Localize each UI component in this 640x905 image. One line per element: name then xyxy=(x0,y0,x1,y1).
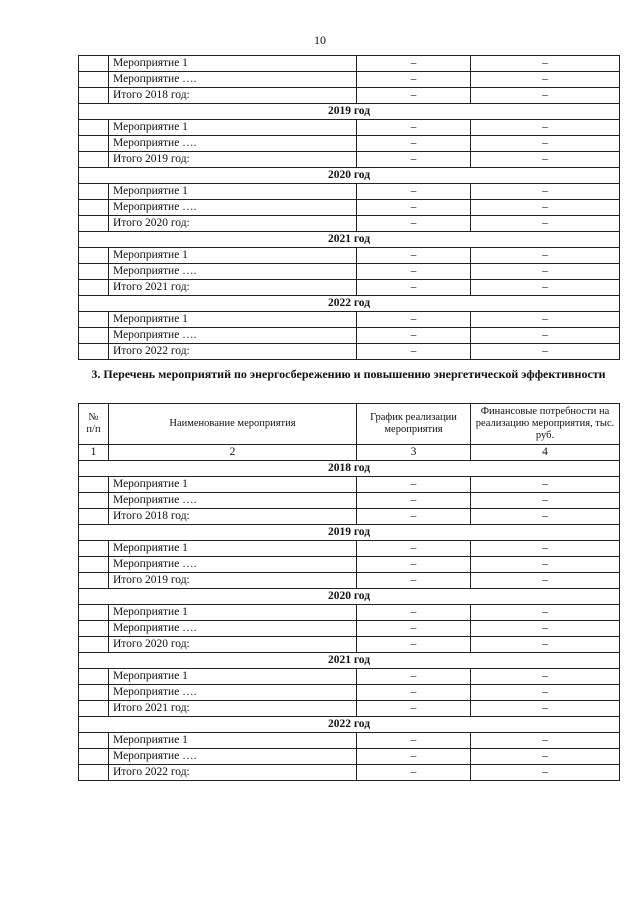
table-row xyxy=(79,749,620,765)
schedule-cell: – xyxy=(357,509,471,525)
measure-name: Мероприятие …. xyxy=(109,685,357,701)
measure-name: Мероприятие …. xyxy=(109,72,357,88)
table-row xyxy=(79,248,620,264)
num-cell xyxy=(79,264,109,280)
finance-cell: – xyxy=(471,280,620,296)
finance-cell: – xyxy=(471,88,620,104)
finance-cell: – xyxy=(471,573,620,589)
measure-name: Мероприятие …. xyxy=(109,328,357,344)
year-row xyxy=(79,232,620,248)
num-cell xyxy=(79,605,109,621)
section-title: 3. Перечень мероприятий по энергосбережению и повышению энергетической эффективности xyxy=(91,367,606,381)
total-label: Итого 2022 год: xyxy=(109,344,357,360)
measures-table-header xyxy=(79,404,620,461)
total-label: Итого 2018 год: xyxy=(109,509,357,525)
schedule-cell: – xyxy=(357,328,471,344)
num-cell xyxy=(79,621,109,637)
finance-cell: – xyxy=(471,733,620,749)
num-cell xyxy=(79,248,109,264)
finance-cell: – xyxy=(471,477,620,493)
year-row xyxy=(79,717,620,733)
num-cell xyxy=(79,509,109,525)
total-label: Итого 2018 год: xyxy=(109,88,357,104)
finance-cell: – xyxy=(471,685,620,701)
measure-name: Мероприятие 1 xyxy=(109,477,357,493)
num-cell xyxy=(79,344,109,360)
finance-cell: – xyxy=(471,120,620,136)
measure-name: Мероприятие 1 xyxy=(109,56,357,72)
page-number: 10 xyxy=(314,33,326,47)
num-cell xyxy=(79,88,109,104)
num-cell xyxy=(79,701,109,717)
total-row xyxy=(79,765,620,781)
table-row xyxy=(79,136,620,152)
schedule-cell: – xyxy=(357,72,471,88)
measures-table-body xyxy=(79,461,620,781)
table-row xyxy=(79,56,620,72)
header-name: Наименование мероприятия xyxy=(109,404,357,445)
num-cell xyxy=(79,72,109,88)
total-row xyxy=(79,88,620,104)
total-row xyxy=(79,701,620,717)
schedule-cell: – xyxy=(357,120,471,136)
schedule-cell: – xyxy=(357,216,471,232)
total-label: Итого 2020 год: xyxy=(109,216,357,232)
table-row xyxy=(79,72,620,88)
table-continued-body xyxy=(79,56,620,360)
year-row xyxy=(79,525,620,541)
schedule-cell: – xyxy=(357,541,471,557)
finance-cell: – xyxy=(471,669,620,685)
year-heading: 2020 год xyxy=(79,168,620,184)
schedule-cell: – xyxy=(357,669,471,685)
finance-cell: – xyxy=(471,328,620,344)
finance-cell: – xyxy=(471,557,620,573)
num-cell xyxy=(79,120,109,136)
total-label: Итого 2022 год: xyxy=(109,765,357,781)
table-row xyxy=(79,264,620,280)
schedule-cell: – xyxy=(357,248,471,264)
schedule-cell: – xyxy=(357,573,471,589)
total-label: Итого 2019 год: xyxy=(109,152,357,168)
table-row xyxy=(79,621,620,637)
finance-cell: – xyxy=(471,72,620,88)
total-row xyxy=(79,637,620,653)
finance-cell: – xyxy=(471,136,620,152)
total-row xyxy=(79,216,620,232)
num-cell xyxy=(79,749,109,765)
year-heading: 2021 год xyxy=(79,232,620,248)
table-row xyxy=(79,605,620,621)
column-number: 1 xyxy=(79,445,109,461)
table-row xyxy=(79,477,620,493)
finance-cell: – xyxy=(471,248,620,264)
measure-name: Мероприятие 1 xyxy=(109,605,357,621)
measure-name: Мероприятие …. xyxy=(109,493,357,509)
finance-cell: – xyxy=(471,749,620,765)
num-cell xyxy=(79,216,109,232)
schedule-cell: – xyxy=(357,88,471,104)
table-row xyxy=(79,557,620,573)
schedule-cell: – xyxy=(357,557,471,573)
table-row xyxy=(79,493,620,509)
finance-cell: – xyxy=(471,509,620,525)
num-cell xyxy=(79,200,109,216)
num-cell xyxy=(79,136,109,152)
table-row xyxy=(79,312,620,328)
total-label: Итого 2021 год: xyxy=(109,701,357,717)
measure-name: Мероприятие 1 xyxy=(109,541,357,557)
schedule-cell: – xyxy=(357,733,471,749)
measure-name: Мероприятие 1 xyxy=(109,120,357,136)
schedule-cell: – xyxy=(357,765,471,781)
table-row xyxy=(79,120,620,136)
finance-cell: – xyxy=(471,605,620,621)
schedule-cell: – xyxy=(357,621,471,637)
year-row xyxy=(79,168,620,184)
num-cell xyxy=(79,312,109,328)
num-cell xyxy=(79,152,109,168)
num-cell xyxy=(79,637,109,653)
column-number: 3 xyxy=(357,445,471,461)
measure-name: Мероприятие 1 xyxy=(109,669,357,685)
total-row xyxy=(79,573,620,589)
measures-table xyxy=(78,403,620,781)
measure-name: Мероприятие …. xyxy=(109,621,357,637)
column-number: 4 xyxy=(471,445,620,461)
year-heading: 2022 год xyxy=(79,717,620,733)
table-row xyxy=(79,669,620,685)
schedule-cell: – xyxy=(357,493,471,509)
finance-cell: – xyxy=(471,56,620,72)
num-cell xyxy=(79,733,109,749)
total-row xyxy=(79,280,620,296)
schedule-cell: – xyxy=(357,312,471,328)
finance-cell: – xyxy=(471,344,620,360)
finance-cell: – xyxy=(471,216,620,232)
table-continued xyxy=(78,55,620,360)
num-cell xyxy=(79,669,109,685)
total-label: Итого 2019 год: xyxy=(109,573,357,589)
total-label: Итого 2020 год: xyxy=(109,637,357,653)
finance-cell: – xyxy=(471,541,620,557)
total-row xyxy=(79,344,620,360)
num-cell xyxy=(79,573,109,589)
schedule-cell: – xyxy=(357,637,471,653)
year-heading: 2019 год xyxy=(79,104,620,120)
num-cell xyxy=(79,328,109,344)
table-row xyxy=(79,200,620,216)
schedule-cell: – xyxy=(357,749,471,765)
year-row xyxy=(79,296,620,312)
schedule-cell: – xyxy=(357,56,471,72)
measure-name: Мероприятие 1 xyxy=(109,248,357,264)
num-cell xyxy=(79,765,109,781)
finance-cell: – xyxy=(471,637,620,653)
year-row xyxy=(79,589,620,605)
finance-cell: – xyxy=(471,701,620,717)
num-cell xyxy=(79,280,109,296)
schedule-cell: – xyxy=(357,136,471,152)
year-heading: 2022 год xyxy=(79,296,620,312)
table-row xyxy=(79,184,620,200)
measure-name: Мероприятие …. xyxy=(109,264,357,280)
year-row xyxy=(79,104,620,120)
num-cell xyxy=(79,184,109,200)
num-cell xyxy=(79,56,109,72)
total-row xyxy=(79,509,620,525)
num-cell xyxy=(79,557,109,573)
column-number: 2 xyxy=(109,445,357,461)
finance-cell: – xyxy=(471,493,620,509)
measure-name: Мероприятие 1 xyxy=(109,184,357,200)
finance-cell: – xyxy=(471,200,620,216)
year-row xyxy=(79,653,620,669)
finance-cell: – xyxy=(471,184,620,200)
schedule-cell: – xyxy=(357,152,471,168)
year-heading: 2019 год xyxy=(79,525,620,541)
header-schedule: График реализации мероприятия xyxy=(357,404,471,445)
num-cell xyxy=(79,477,109,493)
schedule-cell: – xyxy=(357,605,471,621)
finance-cell: – xyxy=(471,264,620,280)
table-row xyxy=(79,541,620,557)
total-label: Итого 2021 год: xyxy=(109,280,357,296)
table-row xyxy=(79,685,620,701)
measure-name: Мероприятие …. xyxy=(109,200,357,216)
measure-name: Мероприятие 1 xyxy=(109,312,357,328)
measure-name: Мероприятие 1 xyxy=(109,733,357,749)
year-row xyxy=(79,461,620,477)
measure-name: Мероприятие …. xyxy=(109,557,357,573)
finance-cell: – xyxy=(471,621,620,637)
year-heading: 2018 год xyxy=(79,461,620,477)
schedule-cell: – xyxy=(357,685,471,701)
schedule-cell: – xyxy=(357,184,471,200)
total-row xyxy=(79,152,620,168)
table-row xyxy=(79,328,620,344)
schedule-cell: – xyxy=(357,200,471,216)
finance-cell: – xyxy=(471,312,620,328)
schedule-cell: – xyxy=(357,701,471,717)
schedule-cell: – xyxy=(357,280,471,296)
measure-name: Мероприятие …. xyxy=(109,136,357,152)
table-row xyxy=(79,733,620,749)
schedule-cell: – xyxy=(357,344,471,360)
num-cell xyxy=(79,493,109,509)
header-finance: Финансовые потребности на реализацию мероприятия, тыс. руб. xyxy=(471,404,620,445)
num-cell xyxy=(79,541,109,557)
year-heading: 2021 год xyxy=(79,653,620,669)
finance-cell: – xyxy=(471,765,620,781)
year-heading: 2020 год xyxy=(79,589,620,605)
header-num: № п/п xyxy=(79,404,109,445)
schedule-cell: – xyxy=(357,264,471,280)
num-cell xyxy=(79,685,109,701)
schedule-cell: – xyxy=(357,477,471,493)
measure-name: Мероприятие …. xyxy=(109,749,357,765)
finance-cell: – xyxy=(471,152,620,168)
